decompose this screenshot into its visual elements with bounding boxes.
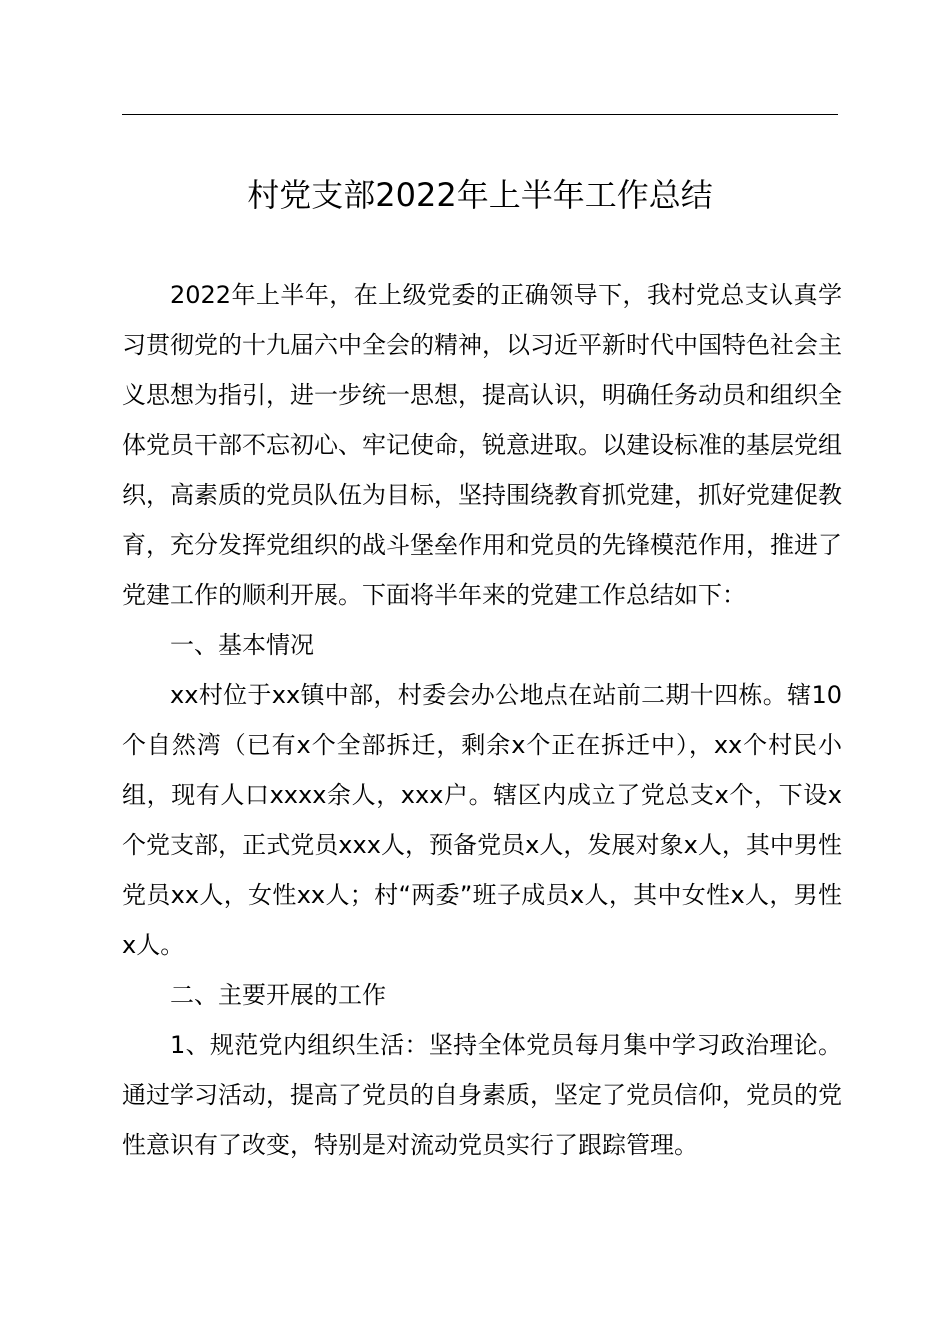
basic-situation-paragraph: xx村位于xx镇中部，村委会办公地点在站前二期十四栋。辖10个自然湾（已有x个全部拆迁，剩余x个正在拆迁中），xx个村民小组，现有人口xxxx余人，xxx户。辖区内成立了党总支x个，下设x个党支部，正式党员xxx人，预备党员x人，发展对象x人，其中男性党员xx人，女性xx人；村“两委”班子成员x人，其中女性x人，男性x人。 <box>122 681 842 959</box>
header-rule <box>122 114 838 115</box>
intro-paragraph: 2022年上半年，在上级党委的正确领导下，我村党总支认真学习贯彻党的十九届六中全会的精神，以习近平新时代中国特色社会主义思想为指引，进一步统一思想，提高认识，明确任务动员和组织全体党员干部不忘初心、牢记使命，锐意进取。以建设标准的基层党组织，高素质的党员队伍为目标，坚持围绕教育抓党建，抓好党建促教育，充分发挥党组织的战斗堡垒作用和党员的先锋模范作用，推进了党建工作的顺利开展。下面将半年来的党建工作总结如下： <box>122 281 842 609</box>
section-heading-basic-situation: 一、基本情况 <box>170 631 314 659</box>
document-title: 村党支部2022年上半年工作总结 <box>247 176 713 214</box>
main-work-item-1-paragraph: 1、规范党内组织生活：坚持全体党员每月集中学习政治理论。通过学习活动，提高了党员的自身素质，坚定了党员信仰，党员的党性意识有了改变，特别是对流动党员实行了跟踪管理。 <box>122 1031 842 1159</box>
document-body <box>122 270 842 1170</box>
section-heading-main-work: 二、主要开展的工作 <box>170 981 386 1009</box>
